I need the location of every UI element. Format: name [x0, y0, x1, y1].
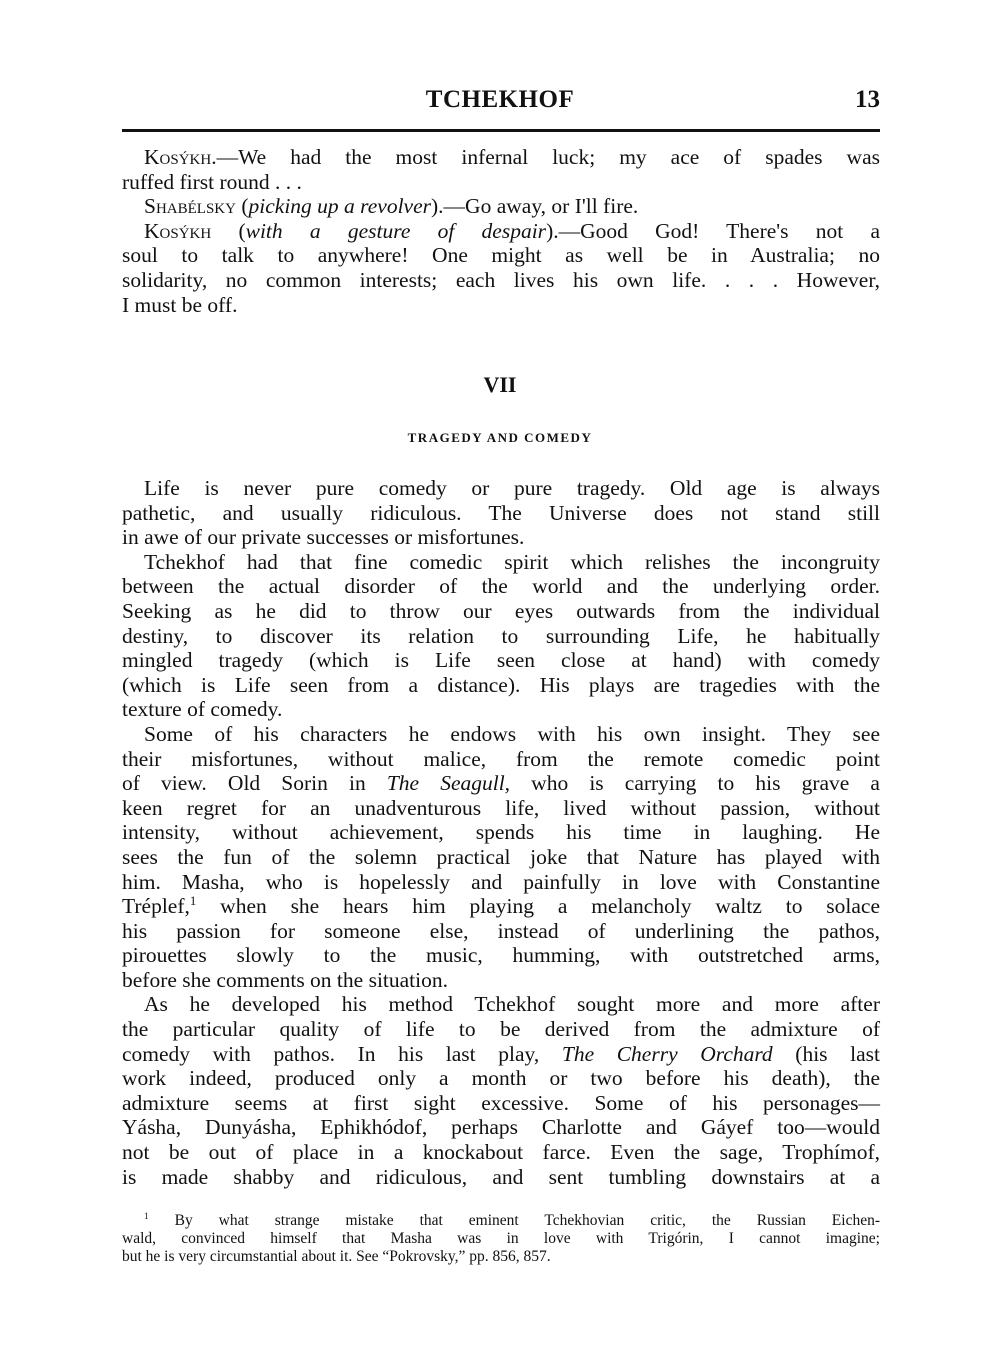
paragraph	[122, 992, 880, 1189]
text-run: sees the fun of the solemn practical joke that Nature has played with	[122, 844, 880, 869]
text-run: (	[211, 218, 246, 243]
text-line	[122, 697, 880, 722]
text-run: comedy with pathos. In his last play,	[122, 1041, 562, 1066]
chapter-number: VII	[483, 372, 517, 397]
footnote-marker: 1	[144, 1211, 149, 1222]
text-line	[122, 219, 880, 244]
text-line	[122, 268, 880, 293]
header-rule	[122, 129, 880, 132]
text-run: him. Masha, who is hopelessly and painfully in love with Constantine	[122, 869, 880, 894]
text-line	[122, 550, 880, 575]
chapter-title: TRAGEDY AND COMEDY	[407, 430, 593, 445]
text-run: ).—Good God! There's not a	[546, 218, 880, 243]
paragraph	[122, 145, 880, 194]
text-run: As he developed his method Tchekhof sought more and more after	[144, 992, 880, 1017]
italic-text: The Cherry Orchard	[561, 1041, 773, 1066]
text-run: in awe of our private successes or misfortunes.	[122, 525, 525, 550]
text-line	[122, 1165, 880, 1190]
text-line	[122, 293, 880, 318]
paragraph	[122, 194, 880, 219]
text-line	[122, 170, 880, 195]
text-run: Yásha, Dunyásha, Ephikhódof, perhaps Charlotte and Gáyef too—would	[122, 1115, 880, 1140]
text-run: wald, convinced himself that Masha was in love with Trigórin, I cannot imagine;	[122, 1230, 880, 1247]
paragraph	[122, 219, 880, 317]
text-line	[122, 747, 880, 772]
text-line	[122, 648, 880, 673]
text-run: his passion for someone else, instead of underlining the pathos,	[122, 918, 880, 943]
text-run: Tréplef,	[122, 894, 190, 919]
text-run: Tchekhof had that fine comedic spirit which relishes the incongruity	[144, 549, 880, 574]
text-run: destiny, to discover its relation to surrounding Life, he habitually	[122, 623, 880, 648]
text-line	[122, 1115, 880, 1140]
text-line	[122, 968, 880, 993]
text-run: intensity, without achievement, spends his time in laughing. He	[122, 820, 880, 845]
text-line	[122, 599, 880, 624]
text-line	[122, 525, 880, 550]
text-run: Seeking as he did to throw our eyes outwards from the individual	[122, 598, 880, 623]
text-run: work indeed, produced only a month or two before his death), the	[122, 1066, 880, 1091]
text-line	[122, 476, 880, 501]
text-line	[122, 1248, 880, 1266]
text-run: (	[235, 194, 249, 219]
text-run: ruffed first round . . .	[122, 169, 302, 194]
text-run: —We had the most infernal luck; my ace of spades was	[216, 145, 880, 169]
text-run: pirouettes slowly to the music, humming, with outstretched arms,	[122, 943, 880, 968]
text-line	[122, 1017, 880, 1042]
text-line	[122, 992, 880, 1017]
footnote	[122, 1212, 880, 1266]
text-line	[122, 820, 880, 845]
text-run: not be out of place in a knockabout farce. Even the sage, Trophímof,	[122, 1140, 880, 1165]
text-line	[122, 194, 880, 219]
text-run: the particular quality of life to be derived from the admixture of	[122, 1017, 880, 1042]
text-run: soul to talk to anywhere! One might as well be in Australia; no	[122, 243, 880, 268]
text-run: (which is Life seen from a distance). His plays are tragedies with the	[122, 672, 880, 697]
text-run: when she hears him playing a melancholy waltz to solace	[196, 894, 880, 919]
text-run: pathetic, and usually ridiculous. The Universe does not stand still	[122, 500, 880, 525]
text-run: mingled tragedy (which is Life seen close at hand) with comedy	[122, 648, 880, 673]
text-line	[122, 722, 880, 747]
body-text	[122, 476, 880, 1189]
text-run: Life is never pure comedy or pure tragedy. Old age is always	[144, 476, 880, 500]
italic-text: with a gesture of despair	[245, 218, 547, 243]
text-line	[122, 1091, 880, 1116]
text-line	[122, 919, 880, 944]
text-line	[122, 796, 880, 821]
text-line	[122, 673, 880, 698]
text-run: before she comments on the situation.	[122, 967, 449, 992]
text-run: their misfortunes, without malice, from the remote comedic point	[122, 746, 880, 771]
paragraph	[122, 722, 880, 993]
italic-text: The Seagull,	[386, 771, 511, 796]
text-line	[122, 1212, 880, 1230]
text-run: texture of comedy.	[122, 697, 283, 722]
text-line	[122, 501, 880, 526]
text-run: Some of his characters he endows with his own insight. They see	[144, 721, 880, 746]
page-number: 13	[855, 86, 880, 113]
text-run: solidarity, no common interests; each lives his own life. . . . However,	[122, 267, 880, 292]
text-line	[122, 894, 880, 919]
footnote-paragraph	[122, 1212, 880, 1266]
text-run: By what strange mistake that eminent Tchekhovian critic, the Russian Eichen-	[148, 1212, 880, 1229]
text-line	[122, 243, 880, 268]
speaker-name: Kosýkh	[144, 218, 212, 243]
paragraph	[122, 550, 880, 722]
text-run: keen regret for an unadventurous life, lived without passion, without	[122, 795, 880, 820]
text-line	[122, 845, 880, 870]
footnote-marker: 1	[189, 893, 197, 908]
dialogue-block	[122, 145, 880, 317]
running-title: TCHEKHOF	[425, 86, 575, 113]
text-line	[122, 870, 880, 895]
speaker-name: Shabélsky	[144, 194, 236, 219]
text-run: ).—Go away, or I'll fire.	[431, 194, 639, 219]
text-run: is made shabby and ridiculous, and sent tumbling downstairs at a	[122, 1164, 880, 1189]
text-line	[122, 145, 880, 170]
paragraph	[122, 476, 880, 550]
text-line	[122, 1042, 880, 1067]
text-run: but he is very circumstantial about it. See “Pokrovsky,” pp. 856, 857.	[122, 1248, 551, 1265]
italic-text: picking up a revolver	[248, 194, 432, 219]
text-run: admixture seems at first sight excessive. Some of his personages—	[122, 1090, 880, 1115]
text-run: between the actual disorder of the world and the underlying order.	[122, 574, 880, 599]
text-line	[122, 1230, 880, 1248]
text-line	[122, 574, 880, 599]
text-run: I must be off.	[122, 292, 238, 317]
text-line	[122, 943, 880, 968]
text-line	[122, 1066, 880, 1091]
text-run: who is carrying to his grave a	[510, 771, 880, 796]
speaker-name: Kosýkh.	[144, 145, 217, 169]
text-run: of view. Old Sorin in	[122, 771, 387, 796]
text-line	[122, 1140, 880, 1165]
text-run: (his last	[772, 1041, 880, 1066]
text-line	[122, 771, 880, 796]
text-line	[122, 624, 880, 649]
